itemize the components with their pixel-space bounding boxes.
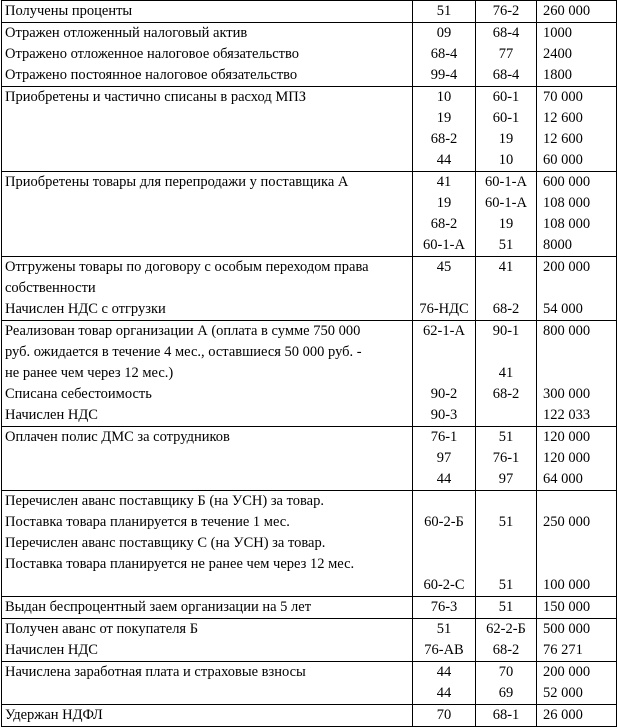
credit-cell [476, 321, 537, 427]
debit-cell [413, 597, 476, 619]
operation-cell [2, 23, 413, 87]
table-row [2, 662, 617, 705]
operation-cell [2, 257, 413, 321]
operation-line: Начислен НДС [5, 407, 98, 423]
credit-line: 60-1-А [485, 195, 527, 211]
operation-cell [2, 705, 413, 727]
debit-cell [413, 257, 476, 321]
credit-line [476, 533, 536, 554]
operation-line: Начислен НДС с отгрузки [5, 301, 166, 317]
table-row [2, 705, 617, 727]
debit-line: 62-1-А [423, 323, 465, 339]
credit-cell [476, 662, 537, 705]
amount-line: 52 000 [543, 685, 583, 701]
debit-cell [413, 619, 476, 662]
operation-cell [2, 597, 413, 619]
debit-line [413, 533, 475, 554]
debit-cell [413, 87, 476, 172]
operation-line [5, 150, 409, 171]
amount-cell [537, 619, 617, 662]
credit-line: 97 [498, 471, 514, 487]
debit-line: 70 [436, 707, 452, 723]
amount-line: 64 000 [543, 471, 583, 487]
debit-line: 41 [436, 174, 452, 190]
operation-line: руб. ожидается в течение 4 мес., оставшиеся 50 000 руб. - [5, 344, 362, 360]
credit-cell [476, 427, 537, 491]
operation-line [5, 108, 409, 129]
table-row [2, 619, 617, 662]
credit-line: 51 [498, 237, 514, 253]
credit-line: 70 [498, 664, 514, 680]
credit-line: 77 [498, 46, 514, 62]
credit-cell [476, 87, 537, 172]
debit-cell [413, 23, 476, 87]
credit-line: 69 [498, 685, 514, 701]
amount-line: 150 000 [543, 599, 591, 615]
debit-line: 45 [436, 259, 452, 275]
debit-line: 44 [436, 664, 452, 680]
credit-line: 51 [498, 429, 514, 445]
operation-line: Удержан НДФЛ [5, 707, 103, 723]
amount-line [543, 342, 613, 363]
operation-line: Отражено постоянное налоговое обязательство [5, 67, 298, 83]
amount-line: 108 000 [543, 216, 591, 232]
amount-line: 8000 [543, 237, 572, 253]
credit-line: 68-1 [492, 707, 520, 723]
debit-cell [413, 321, 476, 427]
debit-line: 51 [436, 621, 452, 637]
operation-line [5, 575, 409, 596]
amount-line: 200 000 [543, 664, 591, 680]
amount-line: 122 033 [543, 407, 591, 423]
credit-line: 10 [498, 152, 514, 168]
debit-line: 76-3 [430, 599, 458, 615]
amount-cell [537, 321, 617, 427]
operation-line [5, 214, 409, 235]
operation-line: Реализован товар организации А (оплата в сумме 750 000 [5, 323, 361, 339]
amount-line [543, 363, 613, 384]
credit-line: 60-1 [492, 89, 520, 105]
debit-line [413, 363, 475, 384]
table-row [2, 597, 617, 619]
credit-line: 19 [498, 131, 514, 147]
amount-cell [537, 257, 617, 321]
operation-cell [2, 491, 413, 597]
operation-cell [2, 87, 413, 172]
amount-line: 60 000 [543, 152, 583, 168]
debit-line: 60-2-Б [424, 514, 464, 530]
credit-line: 41 [498, 259, 514, 275]
amount-line: 120 000 [543, 429, 591, 445]
amount-line: 100 000 [543, 577, 591, 593]
amount-line: 26 000 [543, 707, 583, 723]
amount-cell [537, 172, 617, 257]
amount-line: 260 000 [543, 3, 591, 19]
debit-line: 90-3 [430, 407, 458, 423]
debit-line [413, 554, 475, 575]
debit-line: 44 [436, 685, 452, 701]
debit-line: 60-1-А [423, 237, 465, 253]
credit-line [476, 491, 536, 512]
amount-line: 250 000 [543, 514, 591, 530]
credit-line [476, 342, 536, 363]
operation-line: Перечислен аванс поставщику Б (на УСН) за товар. [5, 493, 324, 509]
credit-line: 51 [498, 577, 514, 593]
credit-line: 90-1 [492, 323, 520, 339]
amount-line: 800 000 [543, 323, 591, 339]
credit-cell [476, 597, 537, 619]
amount-line: 54 000 [543, 301, 583, 317]
amount-cell [537, 427, 617, 491]
operation-line [5, 469, 409, 490]
debit-cell [413, 662, 476, 705]
debit-line: 09 [436, 25, 452, 41]
accounting-entries-table [1, 0, 617, 727]
amount-cell [537, 87, 617, 172]
amount-line: 1000 [543, 25, 572, 41]
debit-line: 76-АВ [424, 642, 464, 658]
operation-line: Начислена заработная плата и страховые взносы [5, 664, 306, 680]
operation-line: Поставка товара планируется в течение 1 мес. [5, 514, 290, 530]
credit-line: 68-2 [492, 642, 520, 658]
credit-cell [476, 491, 537, 597]
credit-cell [476, 172, 537, 257]
operation-line: Отражено отложенное налоговое обязательство [5, 46, 299, 62]
credit-line [476, 554, 536, 575]
debit-line: 97 [436, 450, 452, 466]
operation-line: собственности [5, 280, 96, 296]
operation-line [5, 235, 409, 256]
amount-line [543, 554, 613, 575]
amount-line: 12 600 [543, 131, 583, 147]
operation-line: Отражен отложенный налоговый актив [5, 25, 248, 41]
credit-cell [476, 257, 537, 321]
debit-line: 19 [436, 110, 452, 126]
debit-line: 60-2-С [423, 577, 465, 593]
credit-line: 68-4 [492, 25, 520, 41]
debit-line: 99-4 [430, 67, 458, 83]
amount-line: 200 000 [543, 259, 591, 275]
table-row [2, 172, 617, 257]
amount-line: 1800 [543, 67, 572, 83]
debit-line: 76-НДС [419, 301, 469, 317]
debit-line [413, 278, 475, 299]
credit-cell [476, 705, 537, 727]
amount-line: 2400 [543, 46, 572, 62]
debit-line: 44 [436, 152, 452, 168]
operation-line: Перечислен аванс поставщику С (на УСН) за товар. [5, 535, 326, 551]
table-row [2, 23, 617, 87]
operation-line [5, 448, 409, 469]
table-row [2, 491, 617, 597]
operation-cell [2, 662, 413, 705]
amount-line [543, 491, 613, 512]
operation-cell [2, 1, 413, 23]
operation-line: Приобретены и частично списаны в расход МПЗ [5, 89, 306, 105]
amount-line: 120 000 [543, 450, 591, 466]
operation-line: Оплачен полис ДМС за сотрудников [5, 429, 230, 445]
credit-line [476, 405, 536, 426]
debit-line: 44 [436, 471, 452, 487]
operation-cell [2, 619, 413, 662]
operation-line: Приобретены товары для перепродажи у поставщика А [5, 174, 349, 190]
credit-cell [476, 619, 537, 662]
table-row [2, 1, 617, 23]
operation-cell [2, 321, 413, 427]
table-row [2, 427, 617, 491]
credit-line [476, 278, 536, 299]
operation-line: Выдан беспроцентный заем организации на 5 лет [5, 599, 312, 615]
amount-cell [537, 23, 617, 87]
debit-line [413, 342, 475, 363]
credit-cell [476, 1, 537, 23]
credit-line: 60-1-А [485, 174, 527, 190]
amount-line: 108 000 [543, 195, 591, 211]
debit-line [413, 491, 475, 512]
amount-line: 76 271 [543, 642, 583, 658]
amount-line [543, 533, 613, 554]
amount-cell [537, 705, 617, 727]
credit-line: 51 [498, 599, 514, 615]
debit-line: 19 [436, 195, 452, 211]
amount-line [543, 278, 613, 299]
table-row [2, 257, 617, 321]
amount-line: 500 000 [543, 621, 591, 637]
debit-line: 68-4 [430, 46, 458, 62]
operation-line: Списана себестоимость [5, 386, 152, 402]
credit-cell [476, 23, 537, 87]
operation-line: Отгружены товары по договору с особым переходом права [5, 259, 369, 275]
operation-line: Получены проценты [5, 3, 133, 19]
debit-cell [413, 705, 476, 727]
amount-line: 600 000 [543, 174, 591, 190]
debit-line: 68-2 [430, 216, 458, 232]
amount-cell [537, 662, 617, 705]
credit-line: 68-4 [492, 67, 520, 83]
operation-cell [2, 172, 413, 257]
credit-line: 19 [498, 216, 514, 232]
operation-line [5, 129, 409, 150]
debit-line: 10 [436, 89, 452, 105]
debit-cell [413, 172, 476, 257]
operation-line [5, 193, 409, 214]
credit-line: 62-2-Б [486, 621, 526, 637]
operation-cell [2, 427, 413, 491]
debit-line: 90-2 [430, 386, 458, 402]
credit-line: 76-2 [492, 3, 520, 19]
operation-line: Поставка товара планируется не ранее чем через 12 мес. [5, 556, 355, 572]
debit-cell [413, 1, 476, 23]
operation-line [5, 683, 409, 704]
table-row [2, 87, 617, 172]
credit-line: 60-1 [492, 110, 520, 126]
amount-cell [537, 597, 617, 619]
credit-line: 76-1 [492, 450, 520, 466]
debit-cell [413, 491, 476, 597]
amount-line: 70 000 [543, 89, 583, 105]
credit-line: 41 [498, 365, 514, 381]
table-body [2, 1, 617, 727]
debit-line: 68-2 [430, 131, 458, 147]
credit-line: 68-2 [492, 386, 520, 402]
debit-line: 76-1 [430, 429, 458, 445]
debit-line: 51 [436, 3, 452, 19]
operation-line: Получен аванс от покупателя Б [5, 621, 199, 637]
amount-line: 12 600 [543, 110, 583, 126]
table-row [2, 321, 617, 427]
credit-line: 51 [498, 514, 514, 530]
operation-line: не ранее чем через 12 мес.) [5, 365, 174, 381]
operation-line: Начислен НДС [5, 642, 98, 658]
amount-line: 300 000 [543, 386, 591, 402]
amount-cell [537, 491, 617, 597]
debit-cell [413, 427, 476, 491]
amount-cell [537, 1, 617, 23]
credit-line: 68-2 [492, 301, 520, 317]
